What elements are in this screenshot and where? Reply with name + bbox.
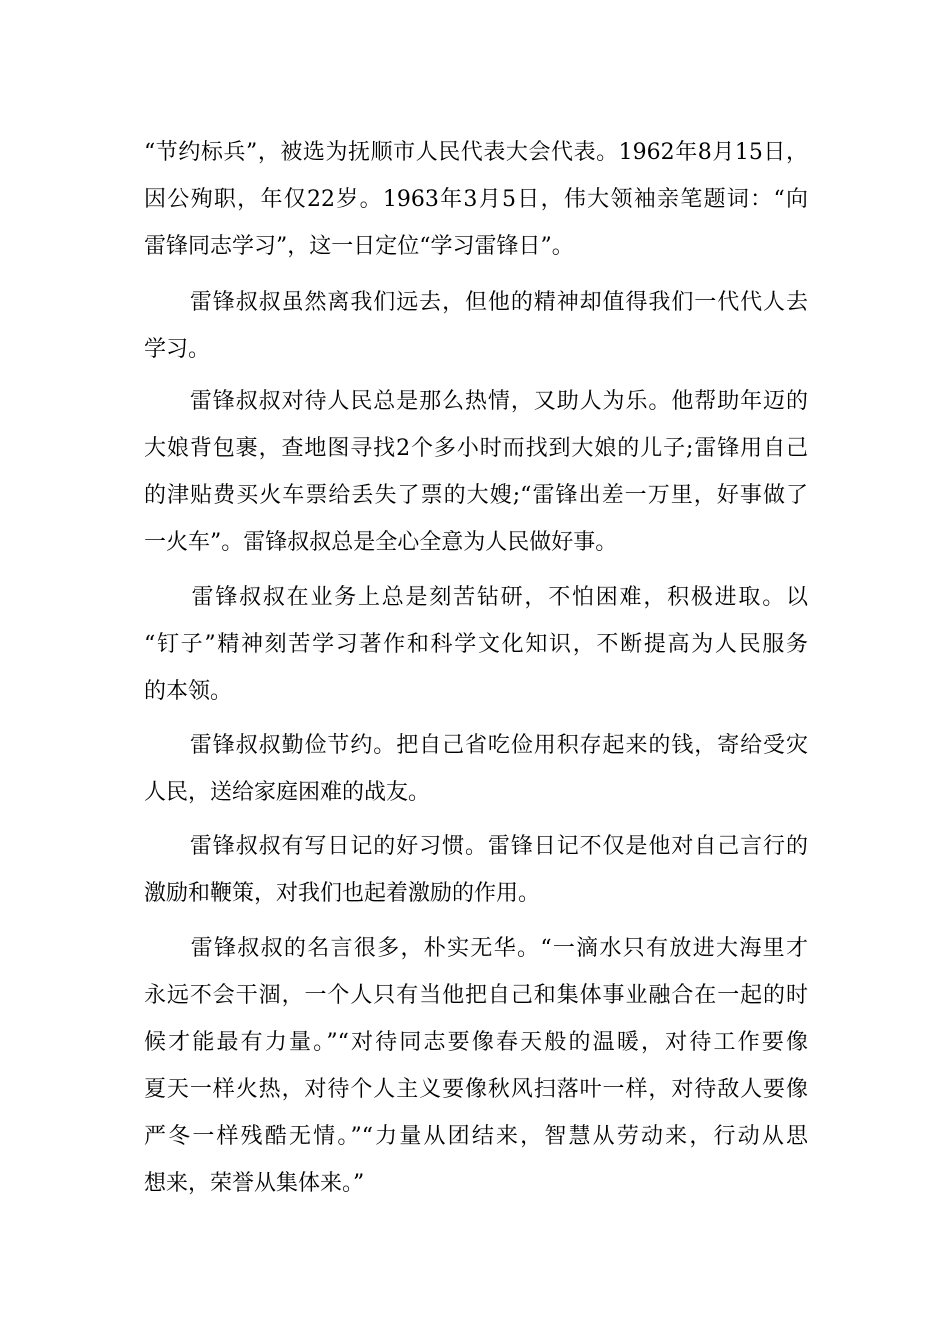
p4-line-2: 人民，送给家庭困难的战友。 bbox=[144, 780, 431, 805]
p6-line-1: 雷锋叔叔的名言很多，朴实无华。“一滴水只有放进大海里才 bbox=[144, 936, 808, 961]
p3-line-3: 的本领。 bbox=[144, 679, 233, 704]
p0-line-3: 雷锋同志学习”，这一日定位“学习雷锋日”。 bbox=[144, 234, 574, 259]
p2-line-1: 雷锋叔叔对待人民总是那么热情，又助人为乐。他帮助年迈的 bbox=[144, 389, 808, 414]
p6-line-2: 永远不会干涸，一个人只有当他把自己和集体事业融合在一起的时 bbox=[144, 983, 808, 1008]
p6-line-3: 候才能最有力量。”“对待同志要像春天般的温暖，对待工作要像 bbox=[144, 1030, 808, 1055]
p3-line-1: 雷锋叔叔在业务上总是刻苦钻研，不怕困难，积极进取。以 bbox=[144, 585, 808, 610]
p2-line-4: 一火车”。雷锋叔叔总是全心全意为人民做好事。 bbox=[144, 530, 618, 555]
p0-line-2: 因公殉职，年仅22岁。1963年3月5日，伟大领袖亲笔题词：“向 bbox=[144, 187, 808, 212]
p6-line-5: 严冬一样残酷无情。”“力量从团结来，智慧从劳动来，行动从思 bbox=[144, 1124, 808, 1149]
p2-line-3: 的津贴费买火车票给丢失了票的大嫂;“雷锋出差一万里，好事做了 bbox=[144, 483, 808, 508]
p5-line-2: 激励和鞭策，对我们也起着激励的作用。 bbox=[144, 881, 541, 906]
p1-line-1: 雷锋叔叔虽然离我们远去，但他的精神却值得我们一代代人去 bbox=[144, 290, 808, 315]
p5-line-1: 雷锋叔叔有写日记的好习惯。雷锋日记不仅是他对自己言行的 bbox=[144, 834, 808, 859]
p3-line-2: “钉子”精神刻苦学习著作和科学文化知识，不断提高为人民服务 bbox=[144, 632, 808, 657]
p2-line-2: 大娘背包裹，查地图寻找2个多小时而找到大娘的儿子;雷锋用自己 bbox=[144, 436, 808, 461]
p6-line-4: 夏天一样火热，对待个人主义要像秋风扫落叶一样，对待敌人要像 bbox=[144, 1077, 808, 1102]
p4-line-1: 雷锋叔叔勤俭节约。把自己省吃俭用积存起来的钱，寄给受灾 bbox=[144, 733, 808, 758]
p1-line-2: 学习。 bbox=[144, 337, 211, 362]
p0-line-1: “节约标兵”，被选为抚顺市人民代表大会代表。1962年8月15日， bbox=[144, 140, 808, 165]
p6-line-6: 想来，荣誉从集体来。” bbox=[144, 1171, 365, 1196]
